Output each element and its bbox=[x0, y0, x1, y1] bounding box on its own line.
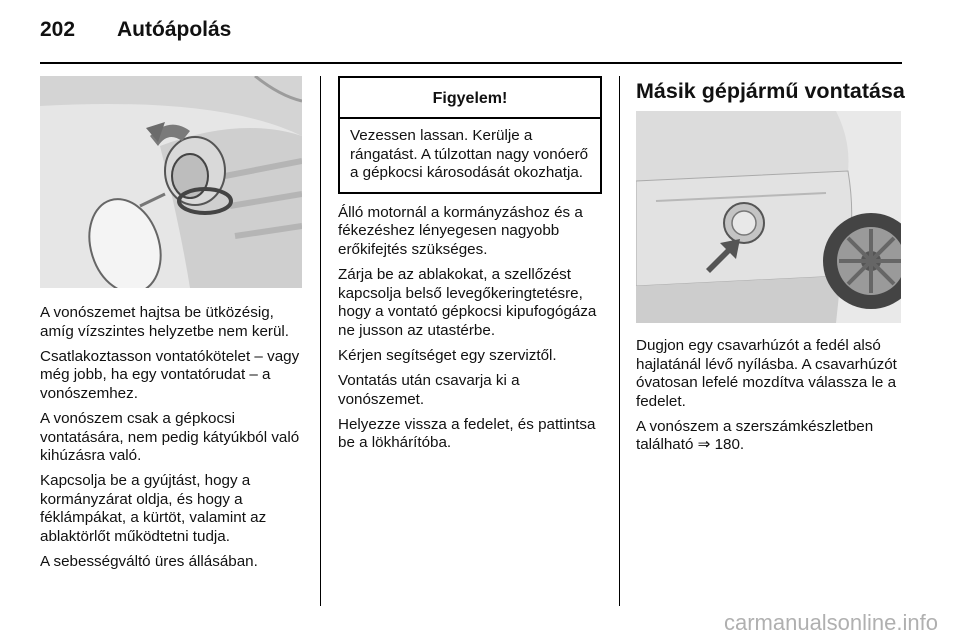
warning-text: Vezessen lassan. Kerülje a rángatást. A túlzottan nagy vonóerő a gépkocsi károsodását okozhatja. bbox=[350, 127, 589, 182]
section-title: Másik gépjármű vontatása bbox=[636, 79, 905, 103]
right-column bbox=[636, 76, 905, 462]
header-rule bbox=[40, 62, 902, 64]
tow-hook-photo-icon bbox=[40, 76, 302, 288]
column-divider bbox=[320, 76, 321, 606]
instruction-paragraph: Dugjon egy csavarhúzót a fedél alsó hajlatánál lévő nyílásba. A csavarhúzót óvatosan lefelé mozdítva válassza le a fedelet. bbox=[636, 337, 897, 410]
warning-box bbox=[338, 76, 602, 194]
rear-bumper-figure bbox=[636, 111, 901, 323]
instruction-paragraph: Vontatás után csavarja ki a vonószemet. bbox=[338, 372, 520, 408]
instruction-paragraph: Zárja be az ablakokat, a szellőzést kapcsolja belső levegőkeringtetésre, hogy a vontató gépkocsi kipufogógáza ne jusson az utastérbe. bbox=[338, 266, 597, 339]
middle-column bbox=[338, 76, 602, 459]
instruction-paragraph: A vonószem csak a gépkocsi vontatására, nem pedig kátyúkból való kihúzásra való. bbox=[40, 409, 300, 465]
rear-bumper-photo-icon bbox=[636, 111, 901, 323]
left-column bbox=[40, 76, 302, 578]
warning-heading: Figyelem! bbox=[340, 78, 600, 119]
page-number: 202 bbox=[40, 18, 76, 41]
tow-hook-figure bbox=[40, 76, 302, 288]
instruction-paragraph: Álló motornál a kormányzáshoz és a fékezéshez lényegesen nagyobb erőkifejtés szükséges. bbox=[338, 203, 583, 258]
instruction-paragraph: Kapcsolja be a gyújtást, hogy a kormányzárat oldja, és hogy a féklámpákat, a kürtöt, valamint az ablaktörlőt működtetni tudja. bbox=[40, 472, 267, 546]
instruction-paragraph: A vonószem a szerszámkészletben található ⇒ 180. bbox=[636, 417, 874, 454]
instruction-paragraph: A sebességváltó üres állásában. bbox=[40, 553, 258, 571]
page-title: Autóápolás bbox=[117, 18, 232, 41]
instruction-paragraph: Kérjen segítséget egy szerviztől. bbox=[338, 346, 557, 364]
instruction-paragraph: A vonószemet hajtsa be ütközésig, amíg vízszintes helyzetbe nem kerül. bbox=[40, 304, 290, 340]
column-divider bbox=[619, 76, 620, 606]
instruction-paragraph: Csatlakoztasson vontatókötelet – vagy még jobb, ha egy vontatórudat – a vonószemhez. bbox=[40, 347, 300, 402]
watermark: carmanualsonline.info bbox=[723, 610, 938, 635]
instruction-paragraph: Helyezze vissza a fedelet, és pattintsa be a lökhárítóba. bbox=[338, 415, 596, 452]
